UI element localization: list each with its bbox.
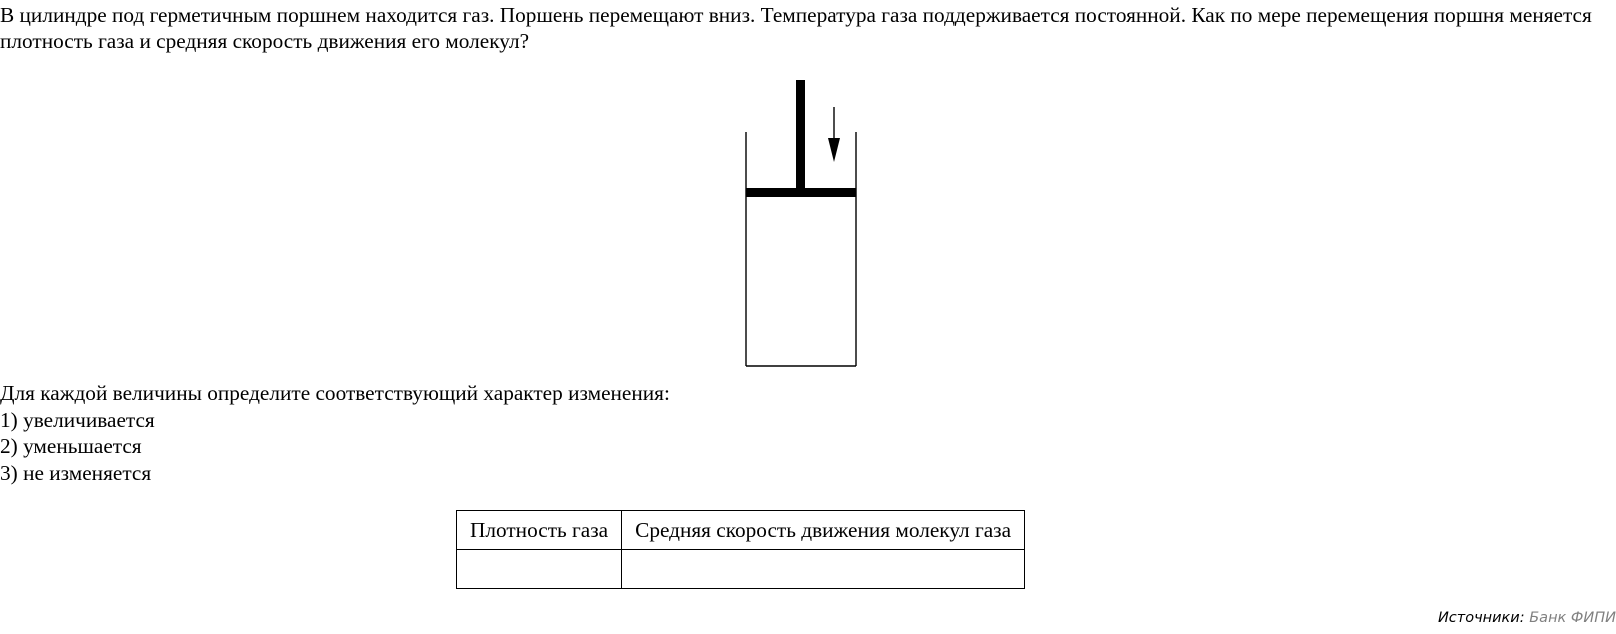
option-2: 2) уменьшается <box>0 434 142 459</box>
answer-table <box>456 510 1025 589</box>
header-gas-density: Плотность газа <box>457 511 622 550</box>
sources-value: Банк ФИПИ <box>1529 610 1616 626</box>
option-3: 3) не изменяется <box>0 461 152 486</box>
answer-table-header-row <box>457 511 1025 550</box>
instructions-intro: Для каждой величины определите соответствующий характер изменения: <box>0 381 670 405</box>
answer-cell-molecule-speed[interactable] <box>622 550 1025 589</box>
header-molecule-speed: Средняя скорость движения молекул газа <box>622 511 1025 550</box>
question-text: В цилиндре под герметичным поршнем находится газ. Поршень перемещают вниз. Температура газа поддерживается постоянной. Как по мере перемещения поршня меняется плотность газа и средняя скорость движения его молекул? <box>0 3 1592 53</box>
sources-label: Источники: <box>1437 610 1525 626</box>
instructions <box>0 380 670 487</box>
answer-table-row <box>457 550 1025 589</box>
sources <box>1438 610 1616 626</box>
piston-cylinder-diagram <box>740 80 860 370</box>
piston-cylinder-icon <box>740 80 860 370</box>
option-1: 1) увеличивается <box>0 407 155 432</box>
answer-cell-gas-density[interactable] <box>457 550 622 589</box>
